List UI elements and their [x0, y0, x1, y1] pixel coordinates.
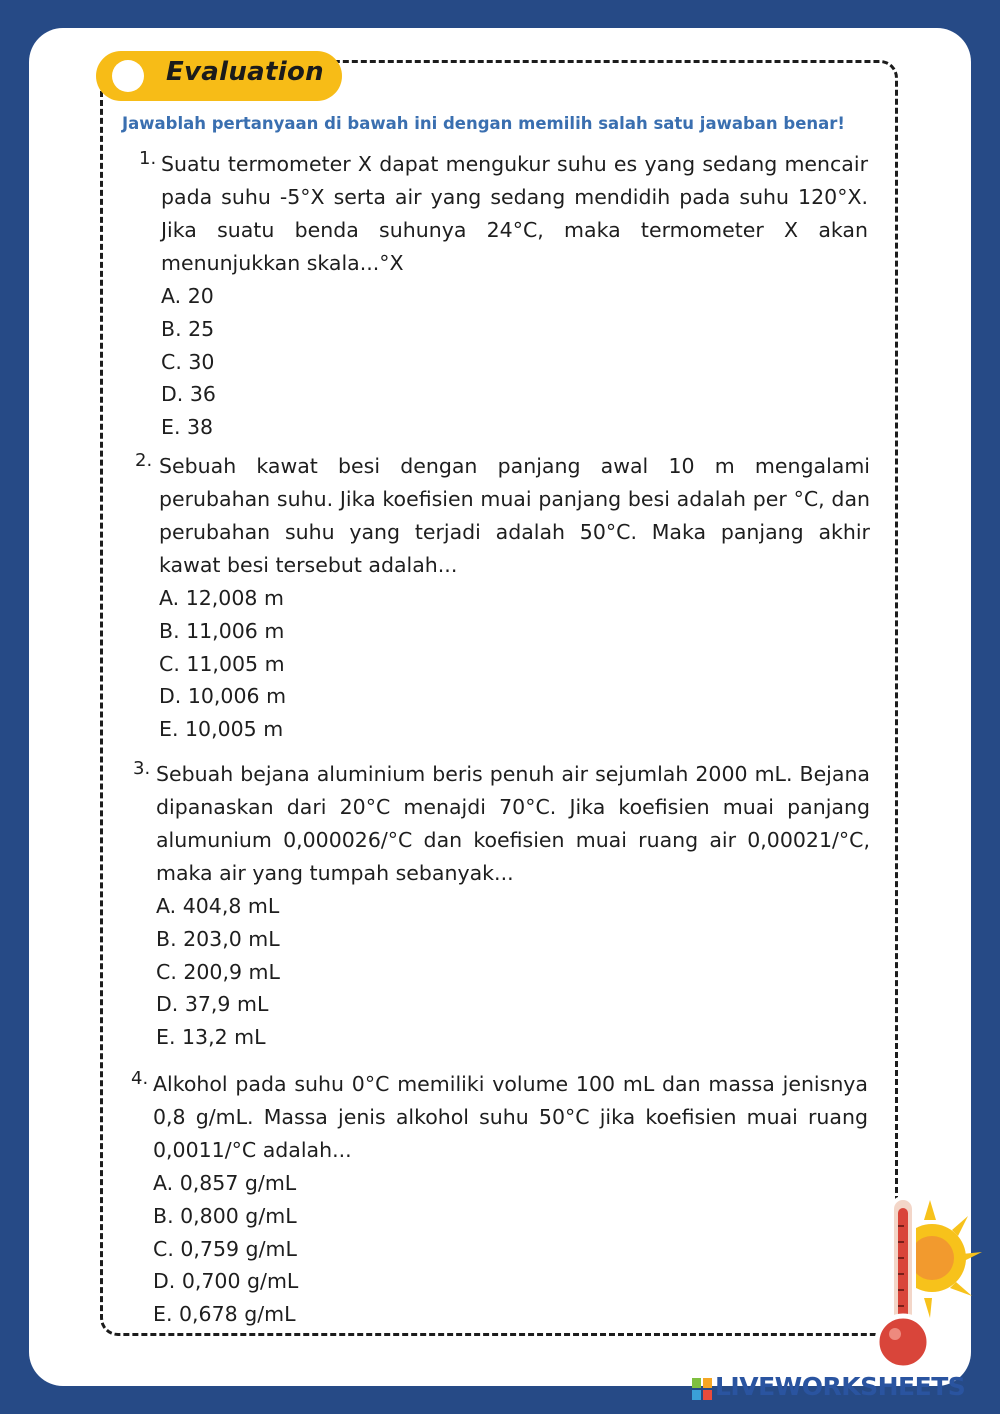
option-a[interactable]: A. 0,857 g/mL — [153, 1171, 297, 1195]
question-number: 3. — [133, 758, 151, 779]
option-d[interactable]: D. 0,700 g/mL — [153, 1269, 299, 1294]
option-d[interactable]: D. 10,006 m — [159, 684, 287, 709]
option-list — [159, 582, 870, 746]
option-a[interactable]: A. 12,008 m — [159, 586, 284, 610]
badge-circle-icon — [112, 60, 144, 92]
option-list — [161, 280, 868, 444]
option-e[interactable]: E. 38 — [161, 415, 214, 440]
option-e[interactable]: E. 13,2 mL — [156, 1025, 266, 1050]
option-d[interactable]: D. 36 — [161, 382, 216, 407]
option-c[interactable]: C. 0,759 g/mL — [153, 1236, 297, 1261]
question-number: 4. — [131, 1068, 149, 1089]
liveworksheets-logo-icon — [692, 1378, 712, 1400]
option-e[interactable]: E. 0,678 g/mL — [153, 1302, 296, 1327]
thermometer-sun-icon — [852, 1190, 982, 1380]
option-a[interactable]: A. 404,8 mL — [156, 894, 280, 918]
question-number: 1. — [139, 148, 157, 169]
question-text: Sebuah bejana aluminium beris penuh air sejumlah 2000 mL. Bejana dipanaskan dari 20°C menajdi 70°C. Jika koefisien muai panjang alumunium 0,000026/°C dan koefisien muai ruang air 0,00021/°C, maka air yang tumpah sebanyak... — [156, 762, 870, 885]
question-text: Suatu termometer X dapat mengukur suhu es yang sedang mencair pada suhu -5°X serta air yang sedang mendidih pada suhu 120°X. Jika suatu benda suhunya 24°C, maka termometer X akan menunjukkan skala...°X — [161, 152, 868, 275]
option-list — [156, 890, 870, 1054]
question-text: Alkohol pada suhu 0°C memiliki volume 100 mL dan massa jenisnya 0,8 g/mL. Massa jenis alkohol suhu 50°C jika koefisien muai ruang 0,0011/°C adalah... — [153, 1072, 868, 1162]
liveworksheets-watermark — [692, 1372, 992, 1408]
watermark-text: LIVEWORKSHEETS — [715, 1372, 966, 1401]
option-c[interactable]: C. 11,005 m — [159, 651, 285, 676]
instruction-text: Jawablah pertanyaan di bawah ini dengan memilih salah satu jawaban benar! — [122, 114, 845, 133]
option-c[interactable]: C. 200,9 mL — [156, 959, 280, 984]
title-badge — [96, 51, 342, 101]
question-number: 2. — [135, 450, 153, 471]
option-a[interactable]: A. 20 — [161, 284, 214, 308]
option-b[interactable]: B. 25 — [161, 316, 215, 341]
option-c[interactable]: C. 30 — [161, 349, 215, 374]
option-b[interactable]: B. 0,800 g/mL — [153, 1203, 297, 1228]
page-title: Evaluation — [166, 57, 324, 87]
option-b[interactable]: B. 203,0 mL — [156, 926, 280, 951]
option-list — [153, 1167, 868, 1331]
question-text: Sebuah kawat besi dengan panjang awal 10 m mengalami perubahan suhu. Jika koefisien muai panjang besi adalah per °C, dan perubahan suhu yang terjadi adalah 50°C. Maka panjang akhir kawat besi tersebut adalah... — [159, 454, 870, 577]
option-d[interactable]: D. 37,9 mL — [156, 992, 269, 1017]
option-b[interactable]: B. 11,006 m — [159, 618, 285, 643]
option-e[interactable]: E. 10,005 m — [159, 717, 284, 742]
